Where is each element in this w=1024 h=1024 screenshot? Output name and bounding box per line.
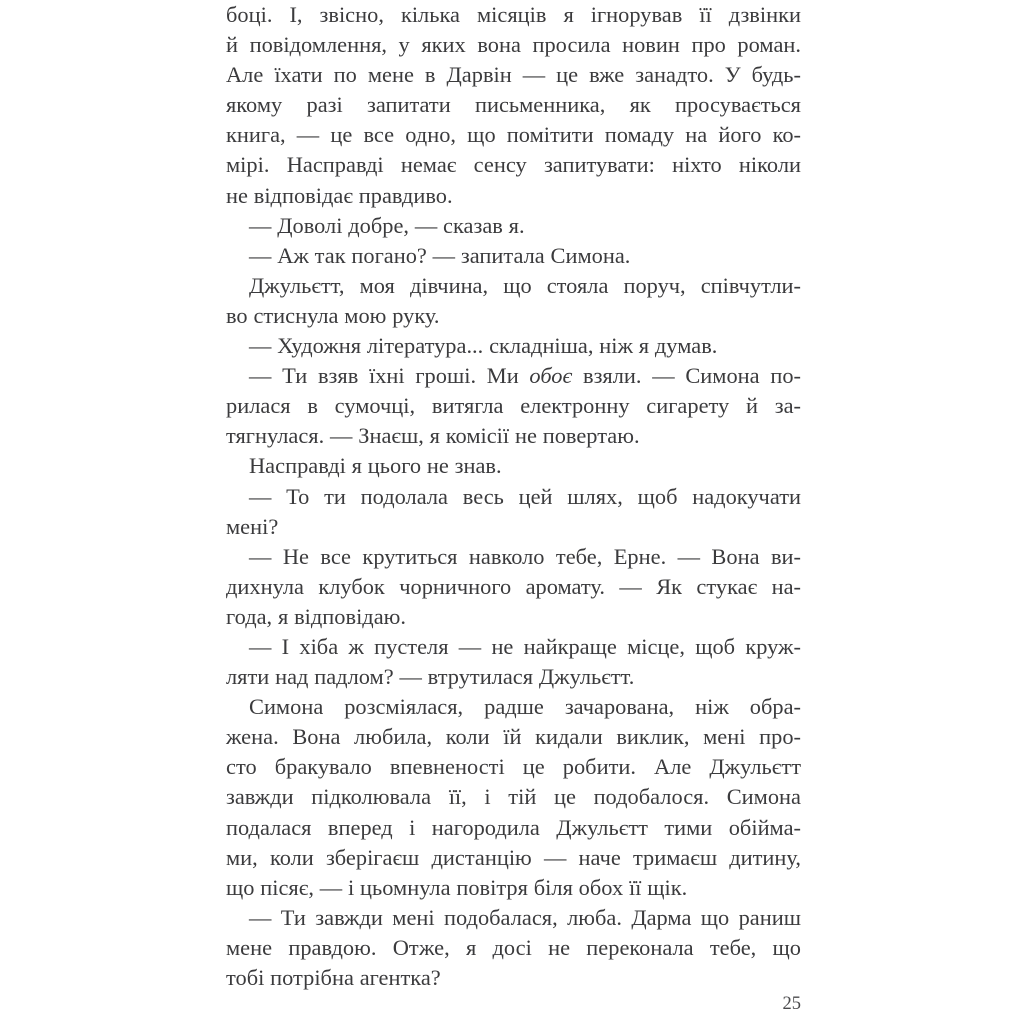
paragraph — [226, 361, 801, 451]
page-number: 25 — [782, 994, 801, 1014]
paragraph — [226, 331, 801, 361]
paragraph — [226, 211, 801, 241]
paragraph — [226, 271, 801, 331]
text-line: подалася вперед і нагородила Джульєтт тими обійма- — [226, 814, 801, 840]
text-line: — Доволі добре, — сказав я. — [249, 212, 525, 238]
text-line: тягнулася. — Знаєш, я комісії не повертаю. — [226, 423, 640, 449]
text-line: книга, — це все одно, що помітити помаду на його ко- — [226, 122, 801, 148]
text-line: якому разі запитати письменника, як просувається — [226, 92, 801, 118]
text-line: мені? — [226, 513, 279, 539]
text-line: мірі. Насправді немає сенсу запитувати: ніхто ніколи — [226, 152, 801, 178]
text-line: не відповідає правдиво. — [226, 182, 453, 208]
text-line: — То ти подолала весь цей шлях, щоб надокучати — [249, 483, 801, 509]
text-line: Насправді я цього не знав. — [249, 453, 502, 479]
text-line: рилася в сумочці, витягла електронну сигарету й за- — [226, 393, 801, 419]
text-line: во стиснула мою руку. — [226, 302, 440, 328]
text-line: тобі потрібна агентка? — [226, 965, 441, 990]
text-line: боці. І, звісно, кілька місяців я ігнорував її дзвінки — [226, 2, 801, 27]
text-line: сто бракувало впевненості це робити. Але Джульєтт — [226, 754, 801, 780]
text-line: ляти над падлом? — втрутилася Джульєтт. — [226, 664, 635, 690]
text-line: — Не все крутиться навколо тебе, Ерне. — Вона ви- — [249, 543, 801, 569]
text-line: Але їхати по мене в Дарвін — це вже занадто. У будь- — [226, 62, 801, 88]
text-segment: взяли. — Симона по- — [572, 363, 801, 389]
paragraph — [226, 241, 801, 271]
paragraph — [226, 0, 801, 211]
text-segment: — Ти взяв їхні гроші. Ми — [249, 363, 530, 389]
italic-word: обоє — [529, 363, 573, 389]
paragraph — [226, 632, 801, 692]
text-line: завжди підколювала її, і тій це подобалося. Симона — [226, 784, 801, 810]
body-text-block — [226, 0, 801, 993]
text-line: — Ти завжди мені подобалася, люба. Дарма що раниш — [249, 904, 801, 930]
text-line: Симона розсміялася, радше зачарована, ніж обра- — [249, 694, 801, 720]
text-line — [226, 361, 801, 391]
paragraph — [226, 451, 801, 481]
text-line: — Аж так погано? — запитала Симона. — [249, 242, 631, 268]
text-line: що пісяє, — і цьомнула повітря біля обох її щік. — [226, 874, 688, 900]
text-line: ми, коли зберігаєш дистанцію — наче тримаєш дитину, — [226, 844, 801, 870]
text-line: года, я відповідаю. — [226, 603, 406, 629]
paragraph — [226, 542, 801, 632]
text-line: Джульєтт, моя дівчина, що стояла поруч, співчутли- — [249, 272, 801, 298]
text-line: — Художня література... складніша, ніж я думав. — [249, 333, 718, 359]
text-line: мене правдою. Отже, я досі не переконала тебе, що — [226, 934, 801, 960]
paragraph — [226, 482, 801, 542]
text-line: й повідомлення, у яких вона просила новин про роман. — [226, 32, 801, 58]
text-line: — І хіба ж пустеля — не найкраще місце, щоб круж- — [249, 633, 801, 659]
text-line: дихнула клубок чорничного аромату. — Як стукає на- — [226, 573, 801, 599]
paragraph — [226, 692, 801, 903]
paragraph — [226, 903, 801, 993]
text-line: жена. Вона любила, коли їй кидали виклик, мені про- — [226, 724, 801, 750]
